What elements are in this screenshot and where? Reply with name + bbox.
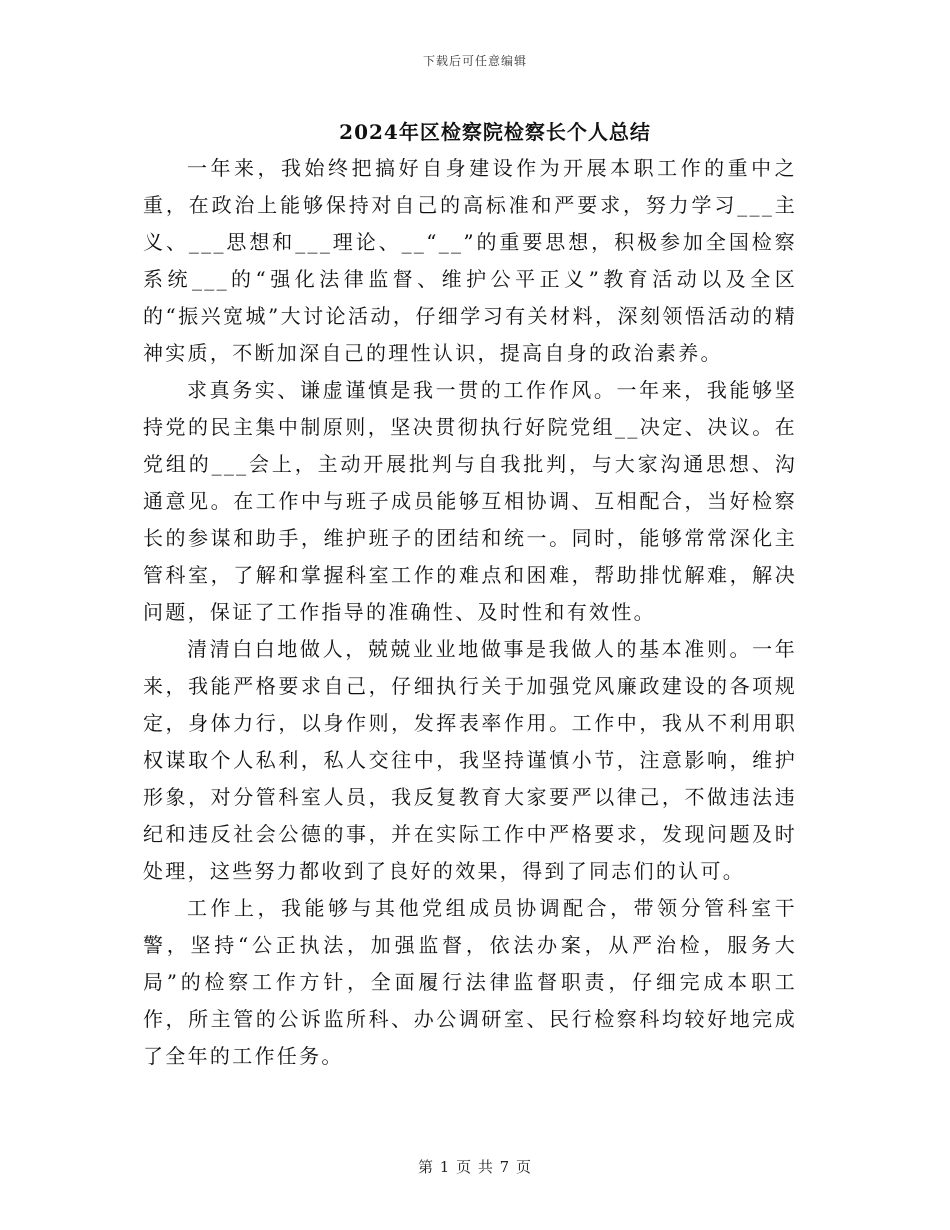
paragraph-4: 工作上，我能够与其他党组成员协调配合，带领分管科室干警，坚持“公正执法，加强监督，依法办案，从严治检，服务大局”的检察工作方针，全面履行法律监督职责，仔细完成本职工作，所主管的公诉监所科、办公调研室、民行检察科均较好地完成了全年的工作任务。 <box>143 896 797 1068</box>
header-note: 下载后可任意编辑 <box>422 54 527 68</box>
paragraph-2: 求真务实、谦虚谨慎是我一贯的工作作风。一年来，我能够坚持党的民主集中制原则，坚决贯彻执行好院党组__决定、决议。在党组的___会上，主动开展批判与自我批判，与大家沟通思想、沟通意见。在工作中与班子成员能够互相协调、互相配合，当好检察长的参谋和助手，维护班子的团结和统一。同时，能够常常深化主管科室，了解和掌握科室工作的难点和困难，帮助排忧解难，解决问题，保证了工作指导的准确性、及时性和有效性。 <box>143 378 797 624</box>
document-body <box>143 150 797 1075</box>
paragraph-1: 一年来，我始终把搞好自身建设作为开展本职工作的重中之重，在政治上能够保持对自己的高标准和严要求，努力学习___主义、___思想和___理论、__“__”的重要思想，积极参加全国检察系统___的“强化法律监督、维护公平正义”教育活动以及全区的“振兴宽城”大讨论活动，仔细学习有关材料，深刻领悟活动的精神实质，不断加深自己的理性认识，提高自身的政治素养。 <box>143 156 797 365</box>
page-number-footer: 第 1 页 共 7 页 <box>418 1158 532 1176</box>
paragraph-3: 清清白白地做人，兢兢业业地做事是我做人的基本准则。一年来，我能严格要求自己，仔细执行关于加强党风廉政建设的各项规定，身体力行，以身作则，发挥表率作用。工作中，我从不利用职权谋取个人私利，私人交往中，我坚持谨慎小节，注意影响，维护形象，对分管科室人员，我反复教育大家要严以律己，不做违法违纪和违反社会公德的事，并在实际工作中严格要求，发现问题及时处理，这些努力都收到了良好的效果，得到了同志们的认可。 <box>143 637 797 883</box>
document-title: 2024年区检察院检察长个人总结 <box>339 120 651 144</box>
